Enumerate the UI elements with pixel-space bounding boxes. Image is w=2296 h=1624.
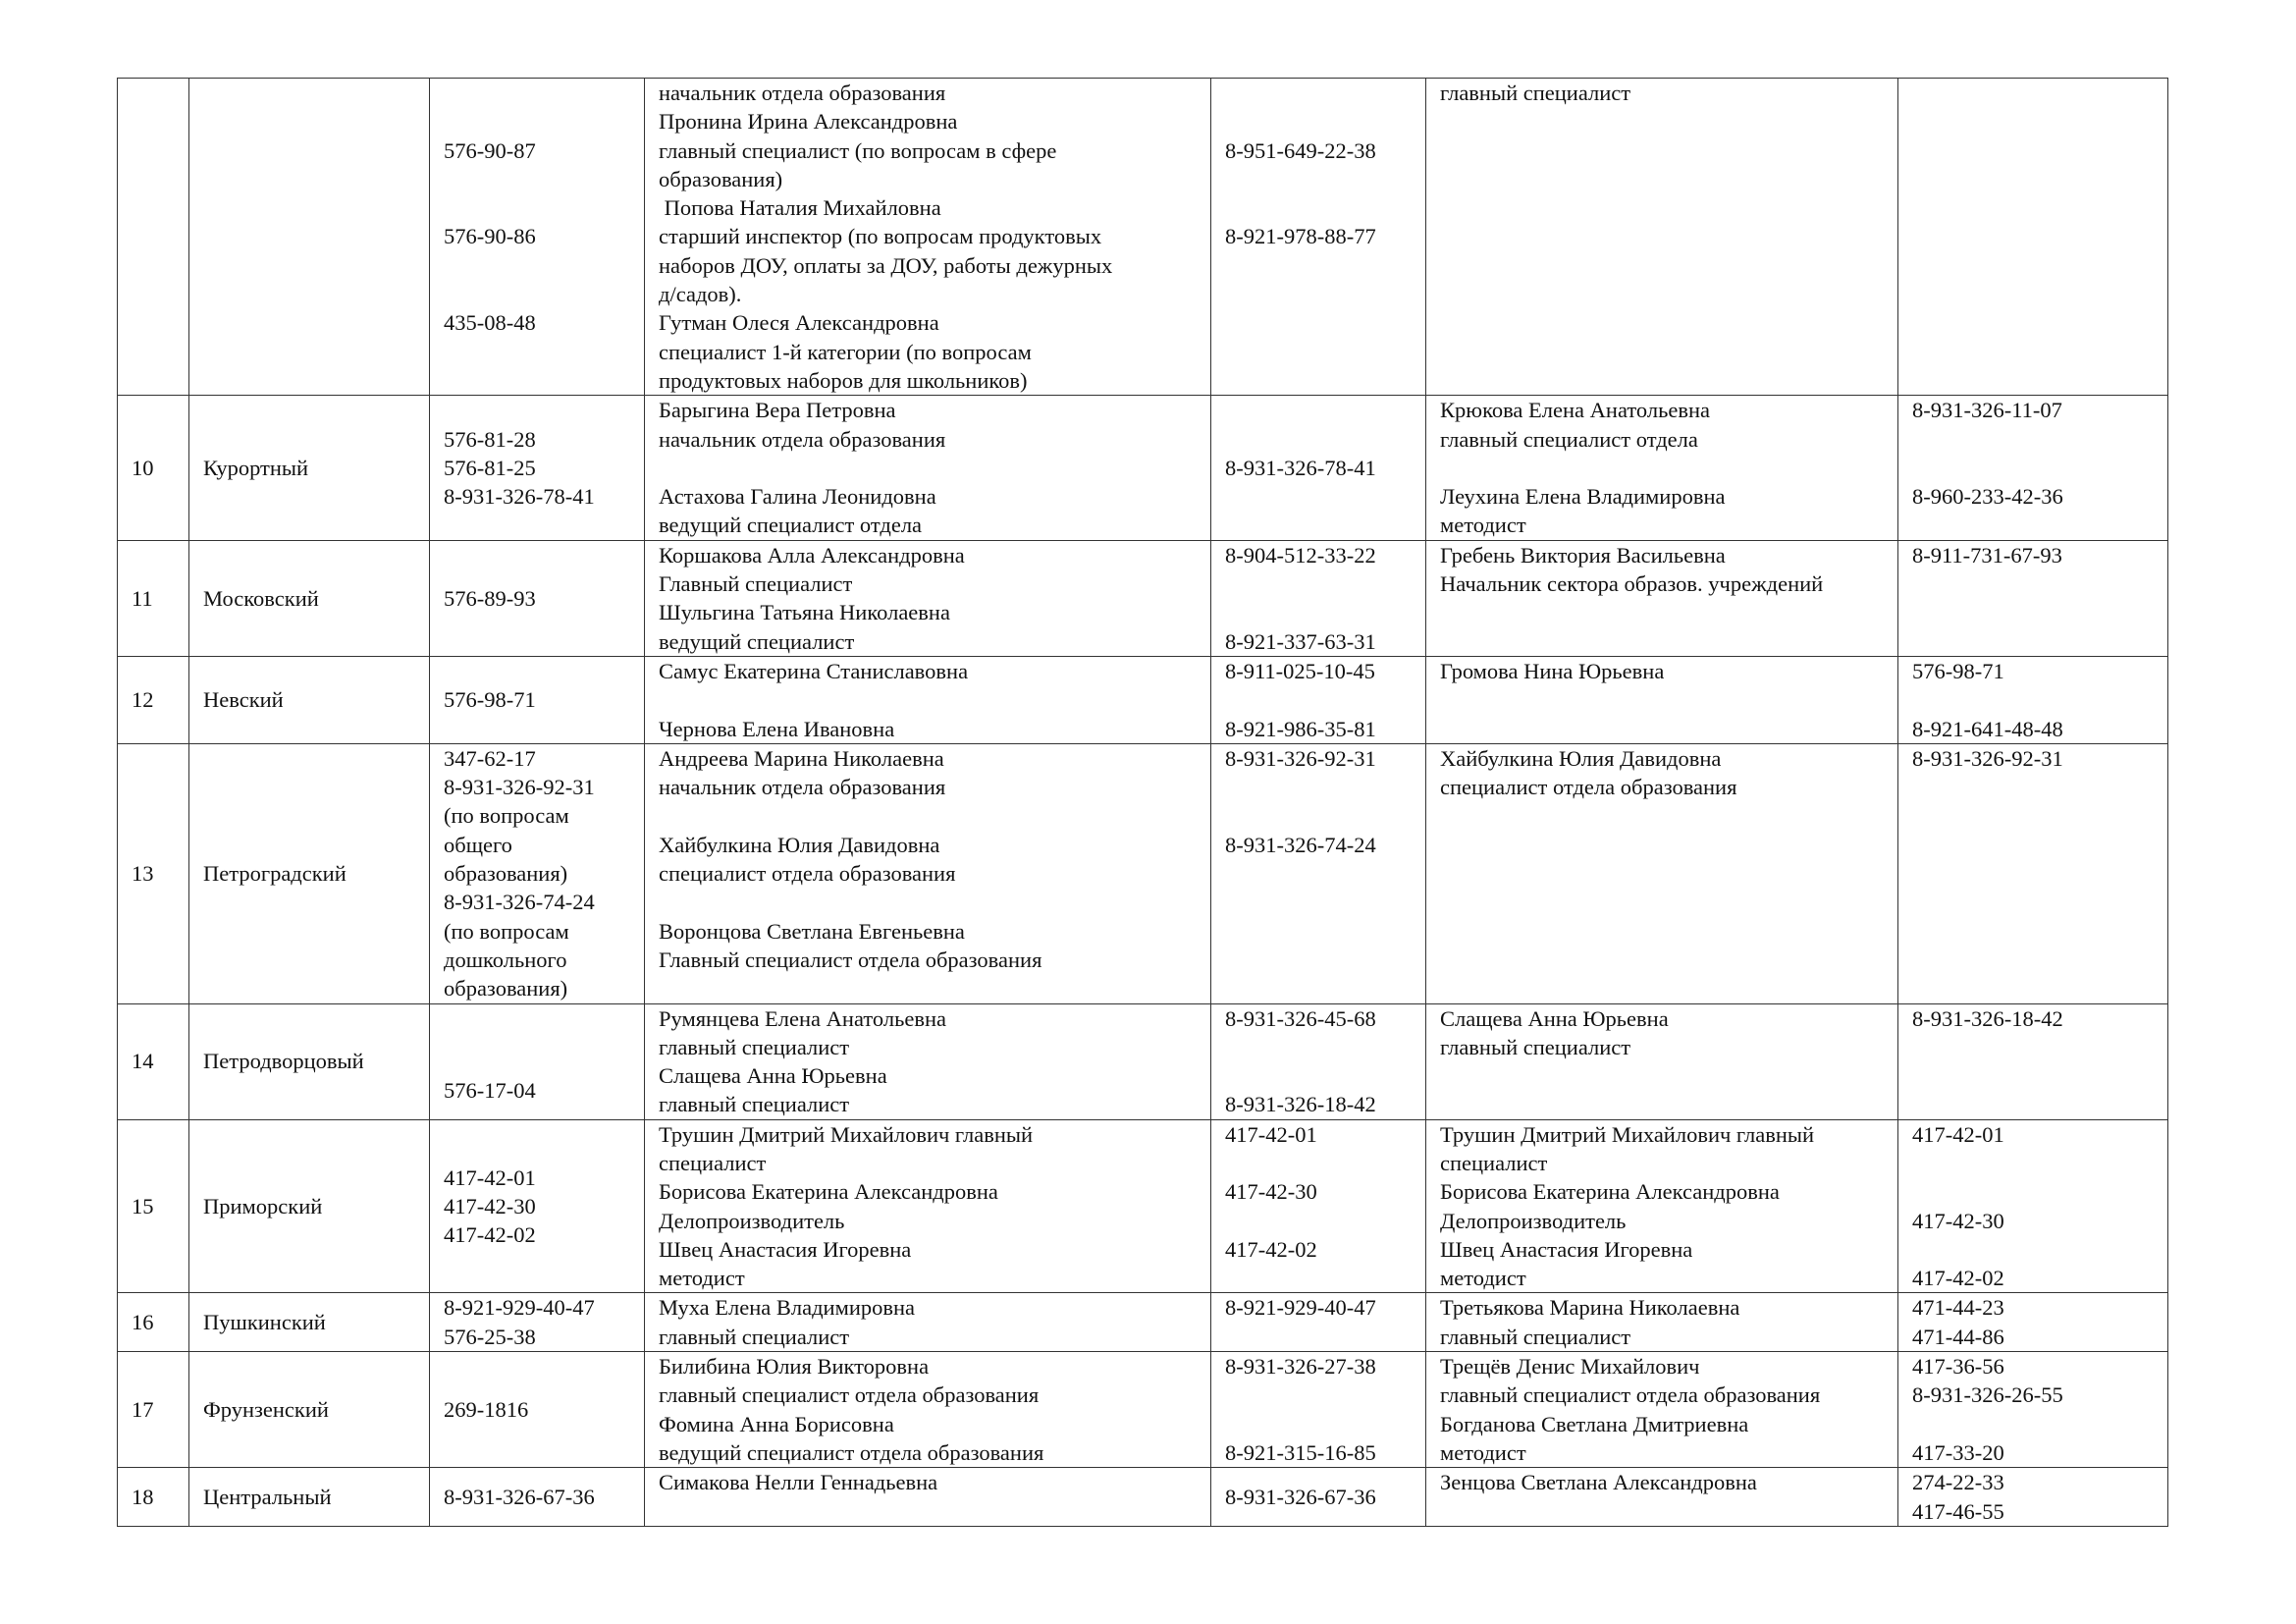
contacts-cell: [645, 656, 1211, 743]
cell-line: [1440, 1497, 1884, 1526]
cell-line: Билибина Юлия Викторовна: [659, 1354, 930, 1380]
cell-line: специалист отдела образования: [659, 861, 956, 887]
cell-line: [1912, 1410, 2154, 1438]
cell-line: специалист: [1440, 1150, 1548, 1175]
cell-line: 8-931-326-18-42: [1912, 1005, 2063, 1031]
cell-line: 576-90-87: [444, 137, 536, 163]
cell-text: Петродворцовый: [203, 1049, 364, 1074]
cell-line: 8-921-641-48-48: [1912, 716, 2063, 741]
cell-line: Трушин Дмитрий Михайлович главный: [659, 1121, 1034, 1147]
specialist-phones-cell: [1898, 743, 2168, 1003]
cell-line: [1225, 685, 1412, 714]
cell-line: [1225, 1207, 1412, 1235]
cell-line: Пронина Ирина Александровна: [659, 109, 958, 135]
row-number-cell: [118, 656, 189, 743]
cell-line: [1225, 1061, 1412, 1090]
cell-line: Богданова Светлана Дмитриевна: [1440, 1411, 1749, 1436]
cell-line: (по вопросам: [444, 803, 569, 829]
cell-line: 8-921-337-63-31: [1225, 628, 1376, 654]
cell-line: ведущий специалист: [659, 628, 855, 654]
cell-line: 8-911-731-67-93: [1912, 542, 2062, 568]
cell-line: (по вопросам: [444, 918, 569, 944]
specialist-phones-cell: [1898, 1293, 2168, 1352]
cell-line: 8-931-326-27-38: [1225, 1354, 1376, 1380]
contact-phones-cell: [1211, 1003, 1426, 1119]
cell-line: Делопроизводитель: [1440, 1208, 1627, 1233]
district-cell: [189, 656, 430, 743]
table-row: [118, 396, 2168, 540]
cell-line: 417-42-30: [1225, 1179, 1317, 1205]
cell-line: [1225, 598, 1412, 626]
cell-line: 417-42-02: [444, 1222, 536, 1248]
cell-line: 347-62-17: [444, 745, 536, 771]
cell-line: [1912, 685, 2154, 714]
cell-line: образования): [444, 976, 568, 1001]
cell-line: [444, 1018, 630, 1047]
cell-line: 471-44-86: [1912, 1324, 2004, 1349]
specialists-cell: [1426, 79, 1898, 396]
cell-line: 8-931-326-11-07: [1912, 398, 2062, 423]
contacts-cell: [645, 743, 1211, 1003]
cell-text: 16: [132, 1310, 154, 1335]
contact-phones-cell: [1211, 1352, 1426, 1468]
cell-line: 417-42-30: [1912, 1208, 2004, 1233]
cell-line: Третьякова Марина Николаевна: [1440, 1295, 1740, 1321]
cell-line: [1225, 801, 1412, 830]
specialist-phones-cell: [1898, 1119, 2168, 1293]
cell-line: [444, 338, 630, 366]
cell-line: Швец Анастасия Игоревна: [659, 1236, 912, 1262]
cell-line: [1225, 165, 1412, 193]
cell-line: 417-46-55: [1912, 1498, 2004, 1524]
cell-line: Гутман Олеся Александровна: [659, 310, 939, 336]
cell-line: дошкольного: [444, 947, 567, 972]
cell-line: [1225, 1380, 1412, 1409]
district-cell: [189, 1468, 430, 1527]
cell-line: 576-98-71: [1912, 658, 2004, 683]
cell-line: Коршакова Алла Александровна: [659, 542, 965, 568]
cell-line: [659, 454, 1197, 482]
cell-line: [1225, 193, 1412, 222]
cell-line: 8-931-326-18-42: [1225, 1092, 1376, 1117]
cell-text: 17: [132, 1397, 154, 1422]
contacts-cell: [645, 1468, 1211, 1527]
cell-line: [1225, 1264, 1412, 1292]
table-row: [118, 1468, 2168, 1527]
cell-text: Курортный: [203, 455, 309, 480]
row-number-cell: [118, 396, 189, 540]
cell-line: Самус Екатерина Станиславовна: [659, 658, 969, 683]
cell-line: [1225, 569, 1412, 598]
cell-text: 18: [132, 1484, 154, 1509]
contact-phones-cell: [1211, 396, 1426, 540]
cell-line: 8-931-326-92-31: [1912, 745, 2063, 771]
cell-line: [444, 280, 630, 308]
table-row: [118, 1003, 2168, 1119]
cell-line: [1912, 511, 2154, 539]
cell-text: Приморский: [203, 1193, 323, 1218]
cell-line: 576-81-25: [444, 455, 536, 480]
cell-line: 8-931-326-67-36: [444, 1484, 595, 1509]
district-cell: [189, 396, 430, 540]
cell-line: Симакова Нелли Геннадьевна: [659, 1470, 938, 1495]
row-number-cell: [118, 1468, 189, 1527]
contacts-cell: [645, 79, 1211, 396]
contacts-cell: [645, 1352, 1211, 1468]
cell-line: 8-960-233-42-36: [1912, 484, 2063, 510]
cell-line: Слащева Анна Юрьевна: [659, 1063, 887, 1089]
cell-text: Пушкинский: [203, 1310, 326, 1335]
cell-line: [444, 251, 630, 280]
cell-line: Трушин Дмитрий Михайлович главный: [1440, 1121, 1815, 1147]
specialists-cell: [1426, 1119, 1898, 1293]
row-number-cell: [118, 1003, 189, 1119]
cell-line: Борисова Екатерина Александровна: [659, 1179, 998, 1205]
cell-line: [1225, 107, 1412, 135]
cell-line: специалист 1-й категории (по вопросам: [659, 339, 1032, 364]
cell-line: 8-931-326-26-55: [1912, 1382, 2063, 1408]
cell-line: 8-931-326-78-41: [444, 484, 595, 510]
cell-line: 8-921-315-16-85: [1225, 1439, 1376, 1465]
cell-line: 274-22-33: [1912, 1470, 2004, 1495]
cell-line: Главный специалист отдела образования: [659, 947, 1042, 972]
cell-line: главный специалист: [659, 1092, 850, 1117]
cell-line: методист: [1440, 513, 1526, 538]
district-cell: [189, 743, 430, 1003]
row-number-cell: [118, 1119, 189, 1293]
cell-line: 576-90-86: [444, 224, 536, 249]
specialists-cell: [1426, 1352, 1898, 1468]
district-cell: [189, 1293, 430, 1352]
specialist-phones-cell: [1898, 1468, 2168, 1527]
district-cell: [189, 540, 430, 656]
cell-line: Астахова Галина Леонидовна: [659, 484, 936, 510]
cell-line: главный специалист: [659, 1034, 850, 1059]
cell-line: специалист отдела образования: [1440, 775, 1737, 800]
cell-line: 8-931-326-74-24: [1225, 832, 1376, 857]
cell-line: старший инспектор (по вопросам продуктовых: [659, 224, 1102, 249]
row-number-cell: [118, 1352, 189, 1468]
specialist-phones-cell: [1898, 1003, 2168, 1119]
cell-line: Воронцова Светлана Евгеньевна: [659, 918, 965, 944]
table-row: [118, 540, 2168, 656]
cell-line: 435-08-48: [444, 310, 536, 336]
specialists-cell: [1426, 1468, 1898, 1527]
district-phones-cell: [430, 79, 645, 396]
district-phones-cell: [430, 540, 645, 656]
cell-line: д/садов).: [659, 282, 742, 307]
cell-line: 8-931-326-78-41: [1225, 455, 1376, 480]
cell-text: 14: [132, 1049, 154, 1074]
cell-line: [1912, 454, 2154, 482]
row-number-cell: [118, 540, 189, 656]
cell-line: 8-921-978-88-77: [1225, 224, 1376, 249]
cell-line: главный специалист отдела образования: [659, 1382, 1040, 1408]
cell-line: Делопроизводитель: [659, 1208, 845, 1233]
district-cell: [189, 79, 430, 396]
cell-line: Муха Елена Владимировна: [659, 1295, 916, 1321]
cell-text: Невский: [203, 687, 284, 713]
district-phones-cell: [430, 396, 645, 540]
contacts-cell: [645, 396, 1211, 540]
row-number-cell: [118, 743, 189, 1003]
cell-line: продуктовых наборов для школьников): [659, 367, 1028, 393]
cell-line: Слащева Анна Юрьевна: [1440, 1005, 1669, 1031]
cell-line: 417-36-56: [1912, 1354, 2004, 1380]
table-row: [118, 743, 2168, 1003]
cell-text: 10: [132, 455, 154, 480]
table-row: [118, 656, 2168, 743]
cell-line: [659, 1497, 1197, 1526]
cell-line: 576-89-93: [444, 585, 536, 611]
district-phones-cell: [430, 1468, 645, 1527]
cell-line: Борисова Екатерина Александровна: [1440, 1179, 1780, 1205]
cell-line: [444, 193, 630, 222]
cell-text: Московский: [203, 585, 319, 611]
cell-line: [1225, 1323, 1412, 1351]
row-number-cell: [118, 1293, 189, 1352]
cell-line: 269-1816: [444, 1397, 529, 1422]
cell-line: наборов ДОУ, оплаты за ДОУ, работы дежурных: [659, 252, 1113, 278]
district-phones-cell: [430, 743, 645, 1003]
specialists-cell: [1426, 1003, 1898, 1119]
cell-line: ведущий специалист отдела: [659, 513, 923, 538]
cell-text: 13: [132, 861, 154, 887]
cell-line: образования): [659, 166, 783, 191]
cell-line: методист: [1440, 1439, 1526, 1465]
cell-line: главный специалист: [1440, 1034, 1631, 1059]
cell-line: [1225, 773, 1412, 801]
cell-line: Начальник сектора образов. учреждений: [1440, 571, 1824, 597]
district-phones-cell: [430, 1352, 645, 1468]
contact-phones-cell: [1211, 540, 1426, 656]
cell-line: 8-951-649-22-38: [1225, 137, 1376, 163]
cell-line: главный специалист отдела: [1440, 426, 1698, 452]
district-cell: [189, 1352, 430, 1468]
cell-line: начальник отдела образования: [659, 426, 946, 452]
table-row: [118, 1352, 2168, 1468]
cell-line: 576-98-71: [444, 687, 536, 713]
cell-line: [1440, 454, 1884, 482]
cell-line: главный специалист: [1440, 81, 1631, 105]
contact-phones-cell: [1211, 656, 1426, 743]
specialist-phones-cell: [1898, 540, 2168, 656]
cell-line: Фомина Анна Борисовна: [659, 1411, 894, 1436]
cell-line: [1912, 1177, 2154, 1206]
district-phones-cell: [430, 656, 645, 743]
cell-line: Хайбулкина Юлия Давидовна: [659, 832, 940, 857]
cell-line: Барыгина Вера Петровна: [659, 398, 896, 423]
cell-line: начальник отдела образования: [659, 775, 946, 800]
cell-text: Петроградский: [203, 861, 347, 887]
cell-line: 576-25-38: [444, 1324, 536, 1349]
cell-line: 8-931-326-67-36: [1225, 1484, 1376, 1509]
cell-line: [659, 801, 1197, 830]
cell-line: общего: [444, 832, 512, 857]
cell-line: 417-42-01: [1225, 1121, 1317, 1147]
cell-line: [659, 888, 1197, 916]
cell-text: 11: [132, 585, 153, 611]
cell-line: 8-931-326-92-31: [1225, 745, 1376, 771]
specialist-phones-cell: [1898, 656, 2168, 743]
cell-line: Гребень Виктория Васильевна: [1440, 542, 1726, 568]
cell-line: Андреева Марина Николаевна: [659, 745, 944, 771]
cell-line: 417-42-30: [444, 1193, 536, 1218]
cell-line: главный специалист отдела образования: [1440, 1382, 1821, 1408]
specialists-cell: [1426, 743, 1898, 1003]
cell-line: [444, 1047, 630, 1075]
cell-line: главный специалист: [659, 1324, 850, 1349]
cell-line: Леухина Елена Владимировна: [1440, 484, 1726, 510]
cell-line: главный специалист: [1440, 1324, 1631, 1349]
cell-line: 417-42-02: [1225, 1236, 1317, 1262]
cell-line: [1225, 482, 1412, 511]
cell-line: [659, 685, 1197, 714]
cell-line: Швец Анастасия Игоревна: [1440, 1236, 1693, 1262]
cell-line: 8-931-326-92-31: [444, 775, 595, 800]
contact-phones-cell: [1211, 1119, 1426, 1293]
specialist-phones-cell: [1898, 396, 2168, 540]
cell-line: методист: [1440, 1266, 1526, 1291]
cell-line: [1225, 1033, 1412, 1061]
cell-text: 15: [132, 1193, 154, 1218]
cell-line: Чернова Елена Ивановна: [659, 716, 895, 741]
cell-line: Крюкова Елена Анатольевна: [1440, 398, 1710, 423]
cell-line: Главный специалист: [659, 571, 853, 597]
cell-line: 8-921-929-40-47: [1225, 1295, 1376, 1321]
cell-line: Зенцова Светлана Александровна: [1440, 1470, 1757, 1495]
specialists-cell: [1426, 396, 1898, 540]
table-row: [118, 1293, 2168, 1352]
cell-line: Попова Наталия Михайловна: [659, 195, 941, 221]
cell-line: Хайбулкина Юлия Давидовна: [1440, 745, 1722, 771]
cell-line: 8-931-326-45-68: [1225, 1005, 1376, 1031]
cell-line: 8-921-986-35-81: [1225, 716, 1376, 741]
cell-line: [444, 165, 630, 193]
cell-line: 8-921-929-40-47: [444, 1295, 595, 1321]
district-phones-cell: [430, 1293, 645, 1352]
district-phones-cell: [430, 1119, 645, 1293]
cell-line: [1912, 1235, 2154, 1264]
cell-text: Центральный: [203, 1484, 332, 1509]
contacts-cell: [645, 1119, 1211, 1293]
contact-phones-cell: [1211, 79, 1426, 396]
cell-line: [1225, 1410, 1412, 1438]
cell-line: 576-17-04: [444, 1077, 536, 1103]
table-body: [118, 79, 2168, 1527]
contacts-cell: [645, 1293, 1211, 1352]
cell-line: [1225, 425, 1412, 454]
row-number-cell: [118, 79, 189, 396]
cell-line: методист: [659, 1266, 745, 1291]
cell-line: [1225, 79, 1412, 107]
contact-phones-cell: [1211, 1468, 1426, 1527]
specialist-phones-cell: [1898, 79, 2168, 396]
cell-line: Шульгина Татьяна Николаевна: [659, 600, 950, 625]
specialist-phones-cell: [1898, 1352, 2168, 1468]
table-row: [118, 79, 2168, 396]
cell-line: [1912, 425, 2154, 454]
cell-line: 8-931-326-74-24: [444, 890, 595, 915]
cell-line: 471-44-23: [1912, 1295, 2004, 1321]
cell-line: [1912, 1149, 2154, 1177]
cell-line: образования): [444, 861, 568, 887]
cell-line: 8-911-025-10-45: [1225, 658, 1375, 683]
cell-line: 417-42-01: [1912, 1121, 2004, 1147]
cell-line: Румянцева Елена Анатольевна: [659, 1005, 946, 1031]
contacts-cell: [645, 1003, 1211, 1119]
cell-line: 8-904-512-33-22: [1225, 542, 1376, 568]
cell-line: начальник отдела образования: [659, 81, 946, 105]
district-phones-cell: [430, 1003, 645, 1119]
contacts-cell: [645, 540, 1211, 656]
contact-phones-cell: [1211, 1293, 1426, 1352]
contacts-table: [117, 78, 2168, 1527]
cell-line: ведущий специалист отдела образования: [659, 1439, 1044, 1465]
cell-line: 417-42-02: [1912, 1266, 2004, 1291]
specialists-cell: [1426, 540, 1898, 656]
district-cell: [189, 1003, 430, 1119]
cell-line: 576-81-28: [444, 426, 536, 452]
cell-line: 417-33-20: [1912, 1439, 2004, 1465]
cell-text: Фрунзенский: [203, 1397, 329, 1422]
cell-line: Трещёв Денис Михайлович: [1440, 1354, 1700, 1380]
cell-line: 417-42-01: [444, 1164, 536, 1190]
district-cell: [189, 1119, 430, 1293]
cell-text: 12: [132, 687, 154, 713]
specialists-cell: [1426, 1293, 1898, 1352]
table-row: [118, 1119, 2168, 1293]
cell-line: [444, 107, 630, 135]
specialists-cell: [1426, 656, 1898, 743]
cell-line: [1225, 1149, 1412, 1177]
contact-phones-cell: [1211, 743, 1426, 1003]
cell-line: специалист: [659, 1150, 767, 1175]
cell-line: главный специалист (по вопросам в сфере: [659, 137, 1057, 163]
cell-line: Громова Нина Юрьевна: [1440, 658, 1665, 683]
